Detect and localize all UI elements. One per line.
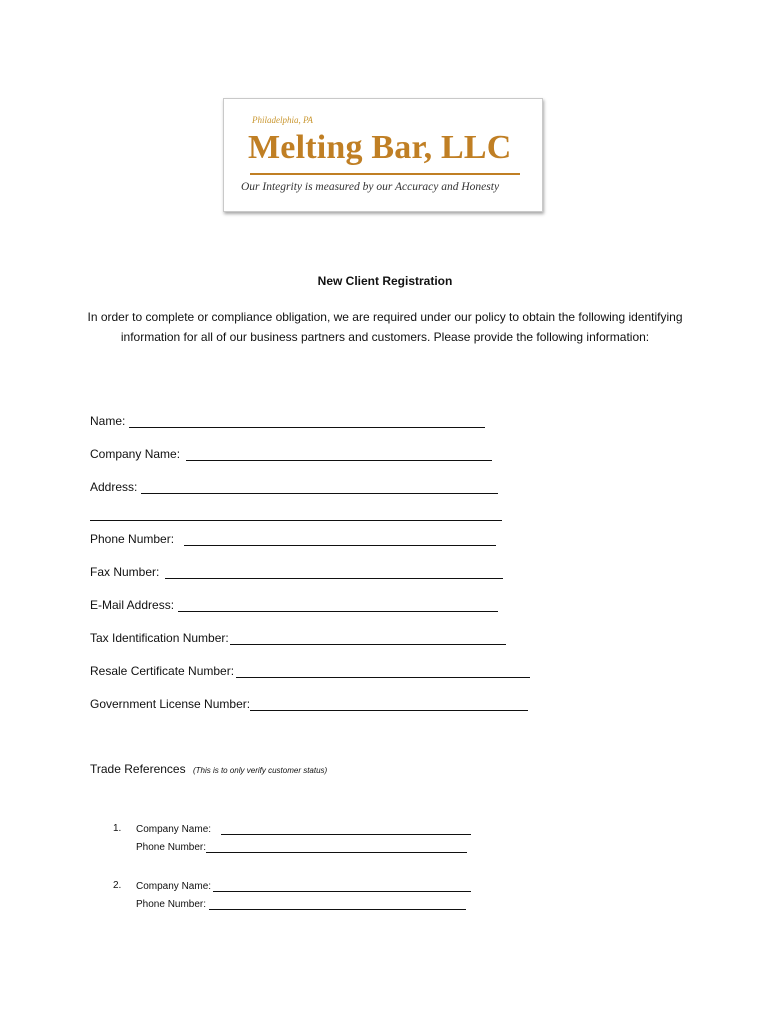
tax-id-input-line[interactable] — [230, 631, 506, 645]
page-title: New Client Registration — [317, 274, 453, 288]
fax-number-label: Fax Number: — [90, 565, 160, 579]
name-label: Name: — [90, 414, 126, 428]
reference-2-phone-input-line[interactable] — [209, 898, 466, 910]
fax-number-field[interactable] — [90, 565, 503, 579]
email-address-field[interactable] — [90, 598, 498, 612]
reference-2-company-field[interactable] — [136, 880, 471, 892]
company-name-label: Company Name: — [90, 447, 181, 461]
reference-2-phone-field[interactable] — [136, 898, 466, 910]
reference-2-company-label: Company Name: — [136, 881, 212, 892]
reference-1-company-input-line[interactable] — [221, 823, 471, 835]
trade-references-note: (This is to only verify customer status) — [192, 766, 328, 775]
address-line-2[interactable] — [90, 520, 502, 521]
government-license-label: Government License Number: — [90, 697, 251, 711]
government-license-field[interactable] — [90, 697, 528, 711]
logo-tagline: Our Integrity is measured by our Accuracy and Honesty — [241, 181, 500, 193]
tax-id-field[interactable] — [90, 631, 506, 645]
logo-name: Melting Bar, LLC — [248, 129, 512, 166]
phone-number-label: Phone Number: — [90, 532, 175, 546]
resale-certificate-field[interactable] — [90, 664, 530, 678]
phone-number-field[interactable] — [90, 532, 496, 546]
phone-number-input-line[interactable] — [184, 532, 496, 546]
reference-1-company-field[interactable] — [136, 823, 471, 835]
intro-paragraph: In order to complete or compliance obligation, we are required under our policy to obtain the following identifying information for all of our business partners and customers. Please provide the following information: — [87, 310, 683, 344]
name-field[interactable] — [90, 414, 485, 428]
resale-certificate-input-line[interactable] — [236, 664, 530, 678]
name-input-line[interactable] — [129, 414, 485, 428]
reference-1-company-label: Company Name: — [136, 824, 212, 835]
reference-2-company-input-line[interactable] — [213, 880, 471, 892]
email-address-label: E-Mail Address: — [90, 598, 175, 612]
trade-references-heading — [90, 762, 327, 776]
address-input-line[interactable] — [141, 480, 498, 494]
address-label: Address: — [90, 480, 138, 494]
resale-certificate-label: Resale Certificate Number: — [90, 664, 235, 678]
reference-1-phone-field[interactable] — [136, 841, 467, 853]
logo-rule — [250, 173, 520, 175]
company-name-field[interactable] — [90, 447, 492, 461]
reference-2-number: 2. — [113, 880, 122, 891]
reference-1-phone-input-line[interactable] — [206, 841, 467, 853]
company-logo — [223, 98, 543, 212]
fax-number-input-line[interactable] — [165, 565, 503, 579]
company-name-input-line[interactable] — [186, 447, 492, 461]
government-license-input-line[interactable] — [250, 697, 528, 711]
tax-id-label: Tax Identification Number: — [90, 631, 229, 645]
address-field[interactable] — [90, 480, 498, 494]
reference-2-phone-label: Phone Number: — [136, 899, 207, 910]
logo-city: Philadelphia, PA — [252, 115, 313, 125]
reference-1-phone-label: Phone Number: — [136, 842, 207, 853]
trade-references-title: Trade References — [90, 762, 186, 776]
email-address-input-line[interactable] — [178, 598, 498, 612]
reference-1-number: 1. — [113, 823, 122, 834]
